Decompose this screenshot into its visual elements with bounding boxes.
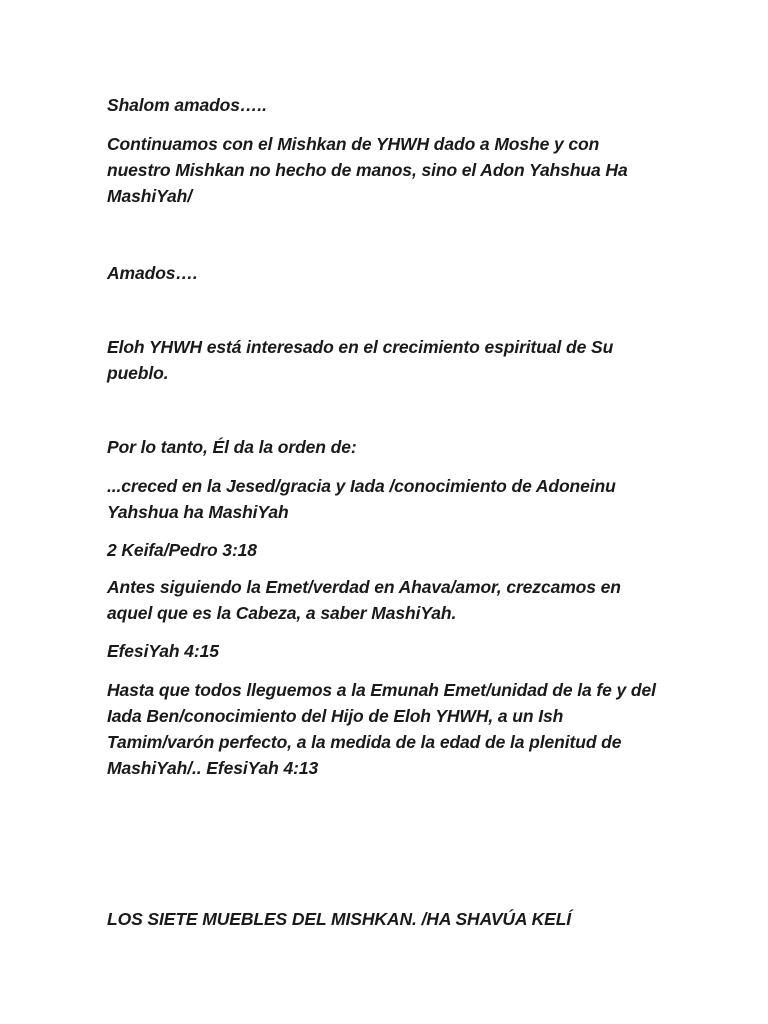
reference-2: EfesiYah 4:15 [107,641,219,661]
intro-paragraph: Continuamos con el Mishkan de YHWH dado a Moshe y con nuestro Mishkan no hecho de manos, sino el Adon Yahshua Ha MashiYah/ [107,134,628,206]
quote-paragraph-3: Hasta que todos lleguemos a la Emunah Emet/unidad de la fe y del Iada Ben/conocimiento del Hijo de Eloh YHWH, a un Ish Tamim/varón perfecto, a la medida de la edad de la plenitud de MashiYah/.. EfesiYah 4:13 [107,680,656,778]
greeting: Shalom amados….. [107,95,267,115]
order-paragraph: Por lo tanto, Él da la orden de: [107,437,357,457]
quote-paragraph-2: Antes siguiendo la Emet/verdad en Ahava/amor, crezcamos en aquel que es la Cabeza, a saber MashiYah. [107,577,621,623]
section-heading: LOS SIETE MUEBLES DEL MISHKAN. /HA SHAVÚA KELÍ [107,909,572,929]
reference-1: 2 Keifa/Pedro 3:18 [107,540,257,560]
salutation: Amados…. [107,263,198,283]
quote-paragraph-1: ...creced en la Jesed/gracia y Iada /conocimiento de Adoneinu Yahshua ha MashiYah [107,476,616,522]
interest-paragraph: Eloh YHWH está interesado en el crecimiento espiritual de Su pueblo. [107,337,614,383]
